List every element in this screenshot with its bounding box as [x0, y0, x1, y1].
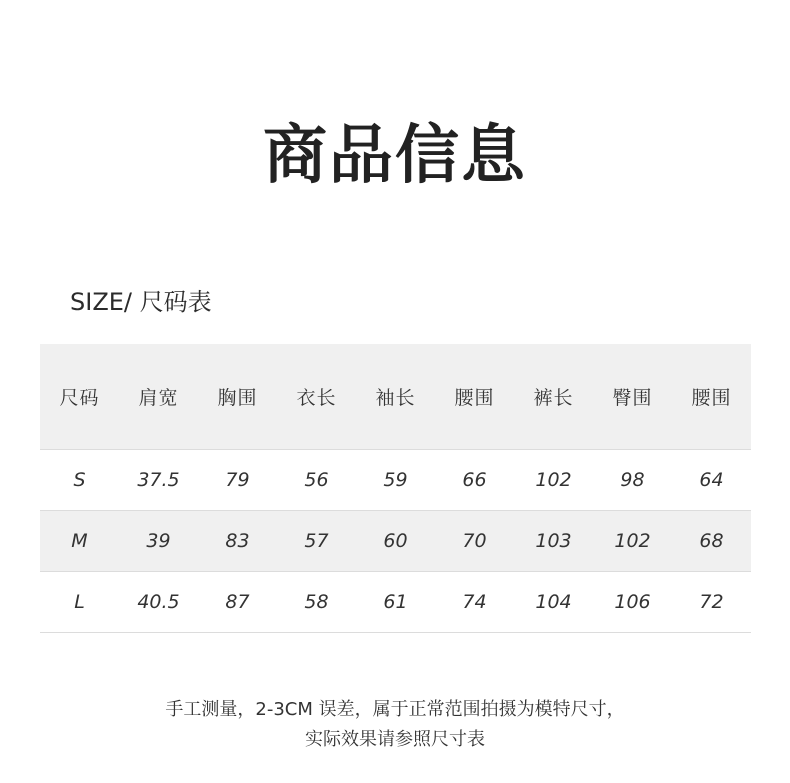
header-sleeve-length: 袖长: [375, 386, 416, 409]
header-hip: 臀围: [612, 386, 653, 409]
table-cell: 56: [304, 468, 329, 491]
table-cell: S: [73, 468, 86, 491]
header-waist: 腰围: [454, 386, 495, 409]
table-cell: 68: [699, 529, 724, 552]
table-cell: 104: [535, 590, 572, 613]
table-cell: 87: [225, 590, 250, 613]
table-cell: 61: [383, 590, 408, 613]
table-cell: 37.5: [137, 468, 180, 491]
table-row: [40, 571, 751, 632]
table-cell: 74: [462, 590, 487, 613]
size-chart-table: [40, 344, 751, 633]
table-cell: 103: [535, 529, 572, 552]
table-cell: 40.5: [137, 590, 180, 613]
table-cell: 60: [383, 529, 408, 552]
table-cell: 98: [620, 468, 645, 491]
table-cell: 59: [383, 468, 408, 491]
header-size: 尺码: [59, 386, 100, 409]
table-cell: 79: [225, 468, 250, 491]
table-cell: 83: [225, 529, 250, 552]
table-header: [40, 344, 751, 449]
table-cell: M: [71, 529, 88, 552]
table-row: [40, 449, 751, 510]
table-cell: 64: [699, 468, 724, 491]
table-cell: 72: [699, 590, 724, 613]
table-row: [40, 510, 751, 571]
page-title: 商品信息: [263, 119, 527, 193]
size-chart-title: SIZE/ 尺码表: [70, 288, 212, 316]
header-pants-length: 裤长: [533, 386, 574, 409]
table-cell: 66: [462, 468, 487, 491]
measurement-note-line-1: 手工测量，2-3CM 误差，属于正常范围拍摄为模特尺寸，: [165, 699, 625, 720]
header-shoulder-width: 肩宽: [138, 386, 179, 409]
table-cell: 102: [614, 529, 651, 552]
table-cell: 57: [304, 529, 329, 552]
table-cell: 39: [146, 529, 171, 552]
table-cell: 70: [462, 529, 487, 552]
table-cell: L: [74, 590, 85, 613]
header-top-length: 衣长: [296, 386, 337, 409]
measurement-note-line-2: 实际效果请参照尺寸表: [305, 729, 485, 750]
table-header-row: [40, 344, 751, 449]
header-waist-2: 腰围: [691, 386, 732, 409]
table-cell: 102: [535, 468, 572, 491]
table-cell: 106: [614, 590, 651, 613]
header-bust: 胸围: [217, 386, 258, 409]
table-cell: 58: [304, 590, 329, 613]
